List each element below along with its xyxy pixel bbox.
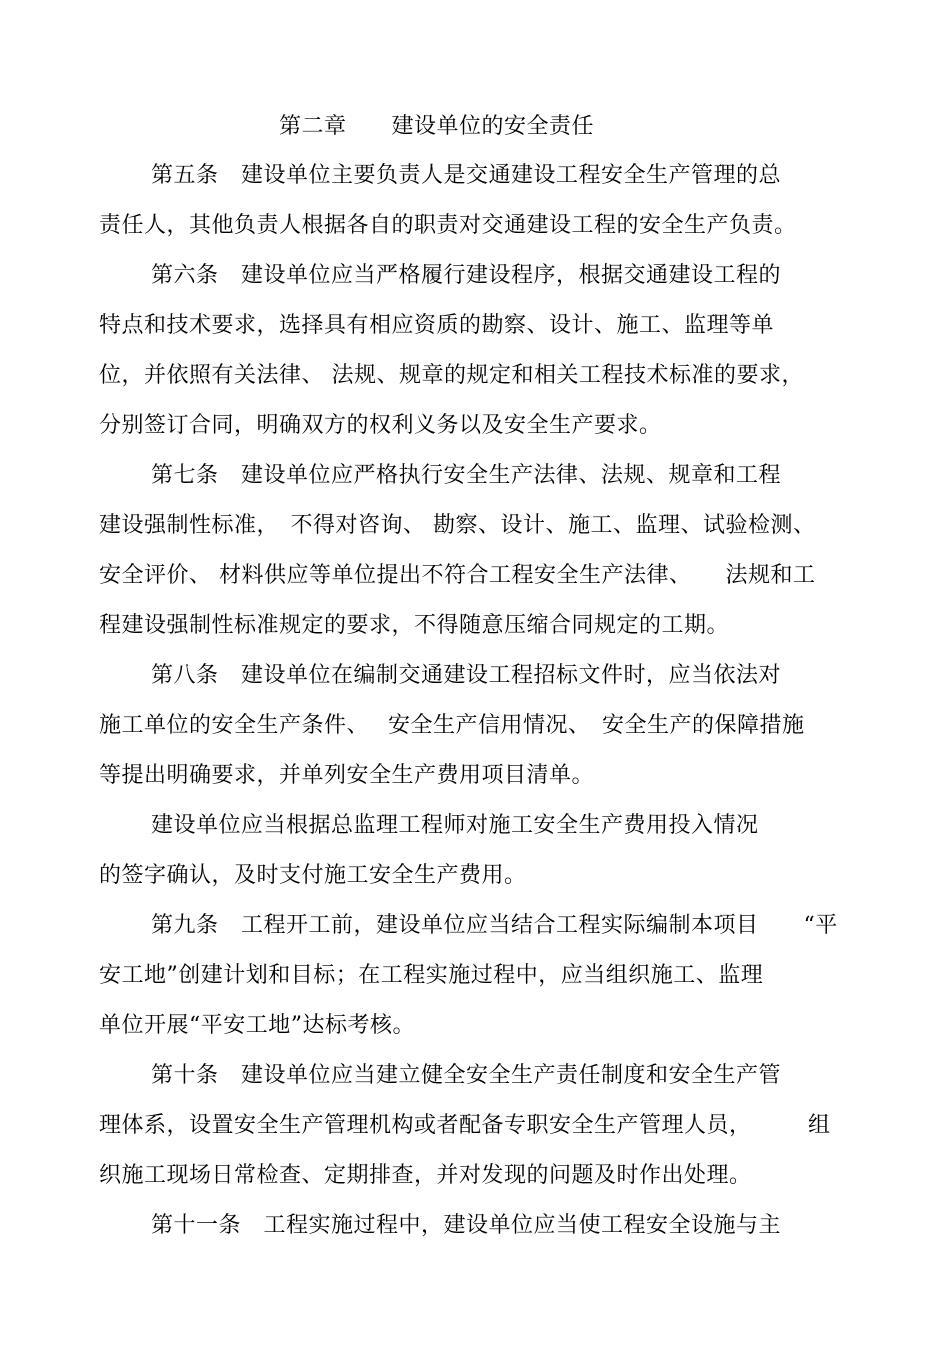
text-line: 责任人，其他负责人根据各自的职责对交通建设工程的安全生产负责。	[99, 213, 797, 238]
text-line: 第六条 建设单位应当严格履行建设程序，根据交通建设工程的	[151, 263, 782, 288]
text-line: 建设单位应当根据总监理工程师对施工安全生产费用投入情况	[151, 813, 759, 838]
text-line: 程建设强制性标准规定的要求，不得随意压缩合同规定的工期。	[99, 613, 730, 638]
text-line: 第八条 建设单位在编制交通建设工程招标文件时，应当依法对	[151, 663, 782, 688]
text-line: 的签字确认，及时支付施工安全生产费用。	[99, 863, 527, 888]
text-line: 特点和技术要求，选择具有相应资质的勘察、设计、施工、监理等单	[99, 313, 775, 338]
text-line: 第九条 工程开工前，建设单位应当结合工程实际编制本项目 “平	[151, 913, 838, 938]
text-line: 第五条 建设单位主要负责人是交通建设工程安全生产管理的总	[151, 163, 782, 188]
text-line: 理体系，设置安全生产管理机构或者配备专职安全生产管理人员， 组	[99, 1113, 831, 1138]
text-line: 织施工现场日常检查、定期排查，并对发现的问题及时作出处理。	[99, 1163, 752, 1188]
text-line: 建设强制性标准， 不得对咨询、 勘察、设计、施工、监理、试验检测、	[99, 513, 816, 538]
text-line: 施工单位的安全生产条件、 安全生产信用情况、 安全生产的保障措施	[99, 713, 805, 738]
text-line: 分别签订合同，明确双方的权利义务以及安全生产要求。	[99, 413, 662, 438]
text-line: 等提出明确要求，并单列安全生产费用项目清单。	[99, 763, 595, 788]
chapter-title: 第二章 建设单位的安全责任	[279, 114, 595, 139]
text-line: 安工地”创建计划和目标；在工程实施过程中，应当组织施工、监理	[99, 963, 764, 988]
text-line: 安全评价、 材料供应等单位提出不符合工程安全生产法律、 法规和工	[99, 563, 816, 588]
text-line: 第七条 建设单位应严格执行安全生产法律、法规、规章和工程	[151, 463, 782, 488]
text-line: 位，并依照有关法律、 法规、规章的规定和相关工程技术标准的要求，	[99, 363, 804, 388]
text-line: 第十一条 工程实施过程中，建设单位应当使工程安全设施与主	[151, 1213, 782, 1238]
text-line: 第十条 建设单位应当建立健全安全生产责任制度和安全生产管	[151, 1063, 782, 1088]
text-line: 单位开展“平安工地”达标考核。	[99, 1013, 415, 1038]
